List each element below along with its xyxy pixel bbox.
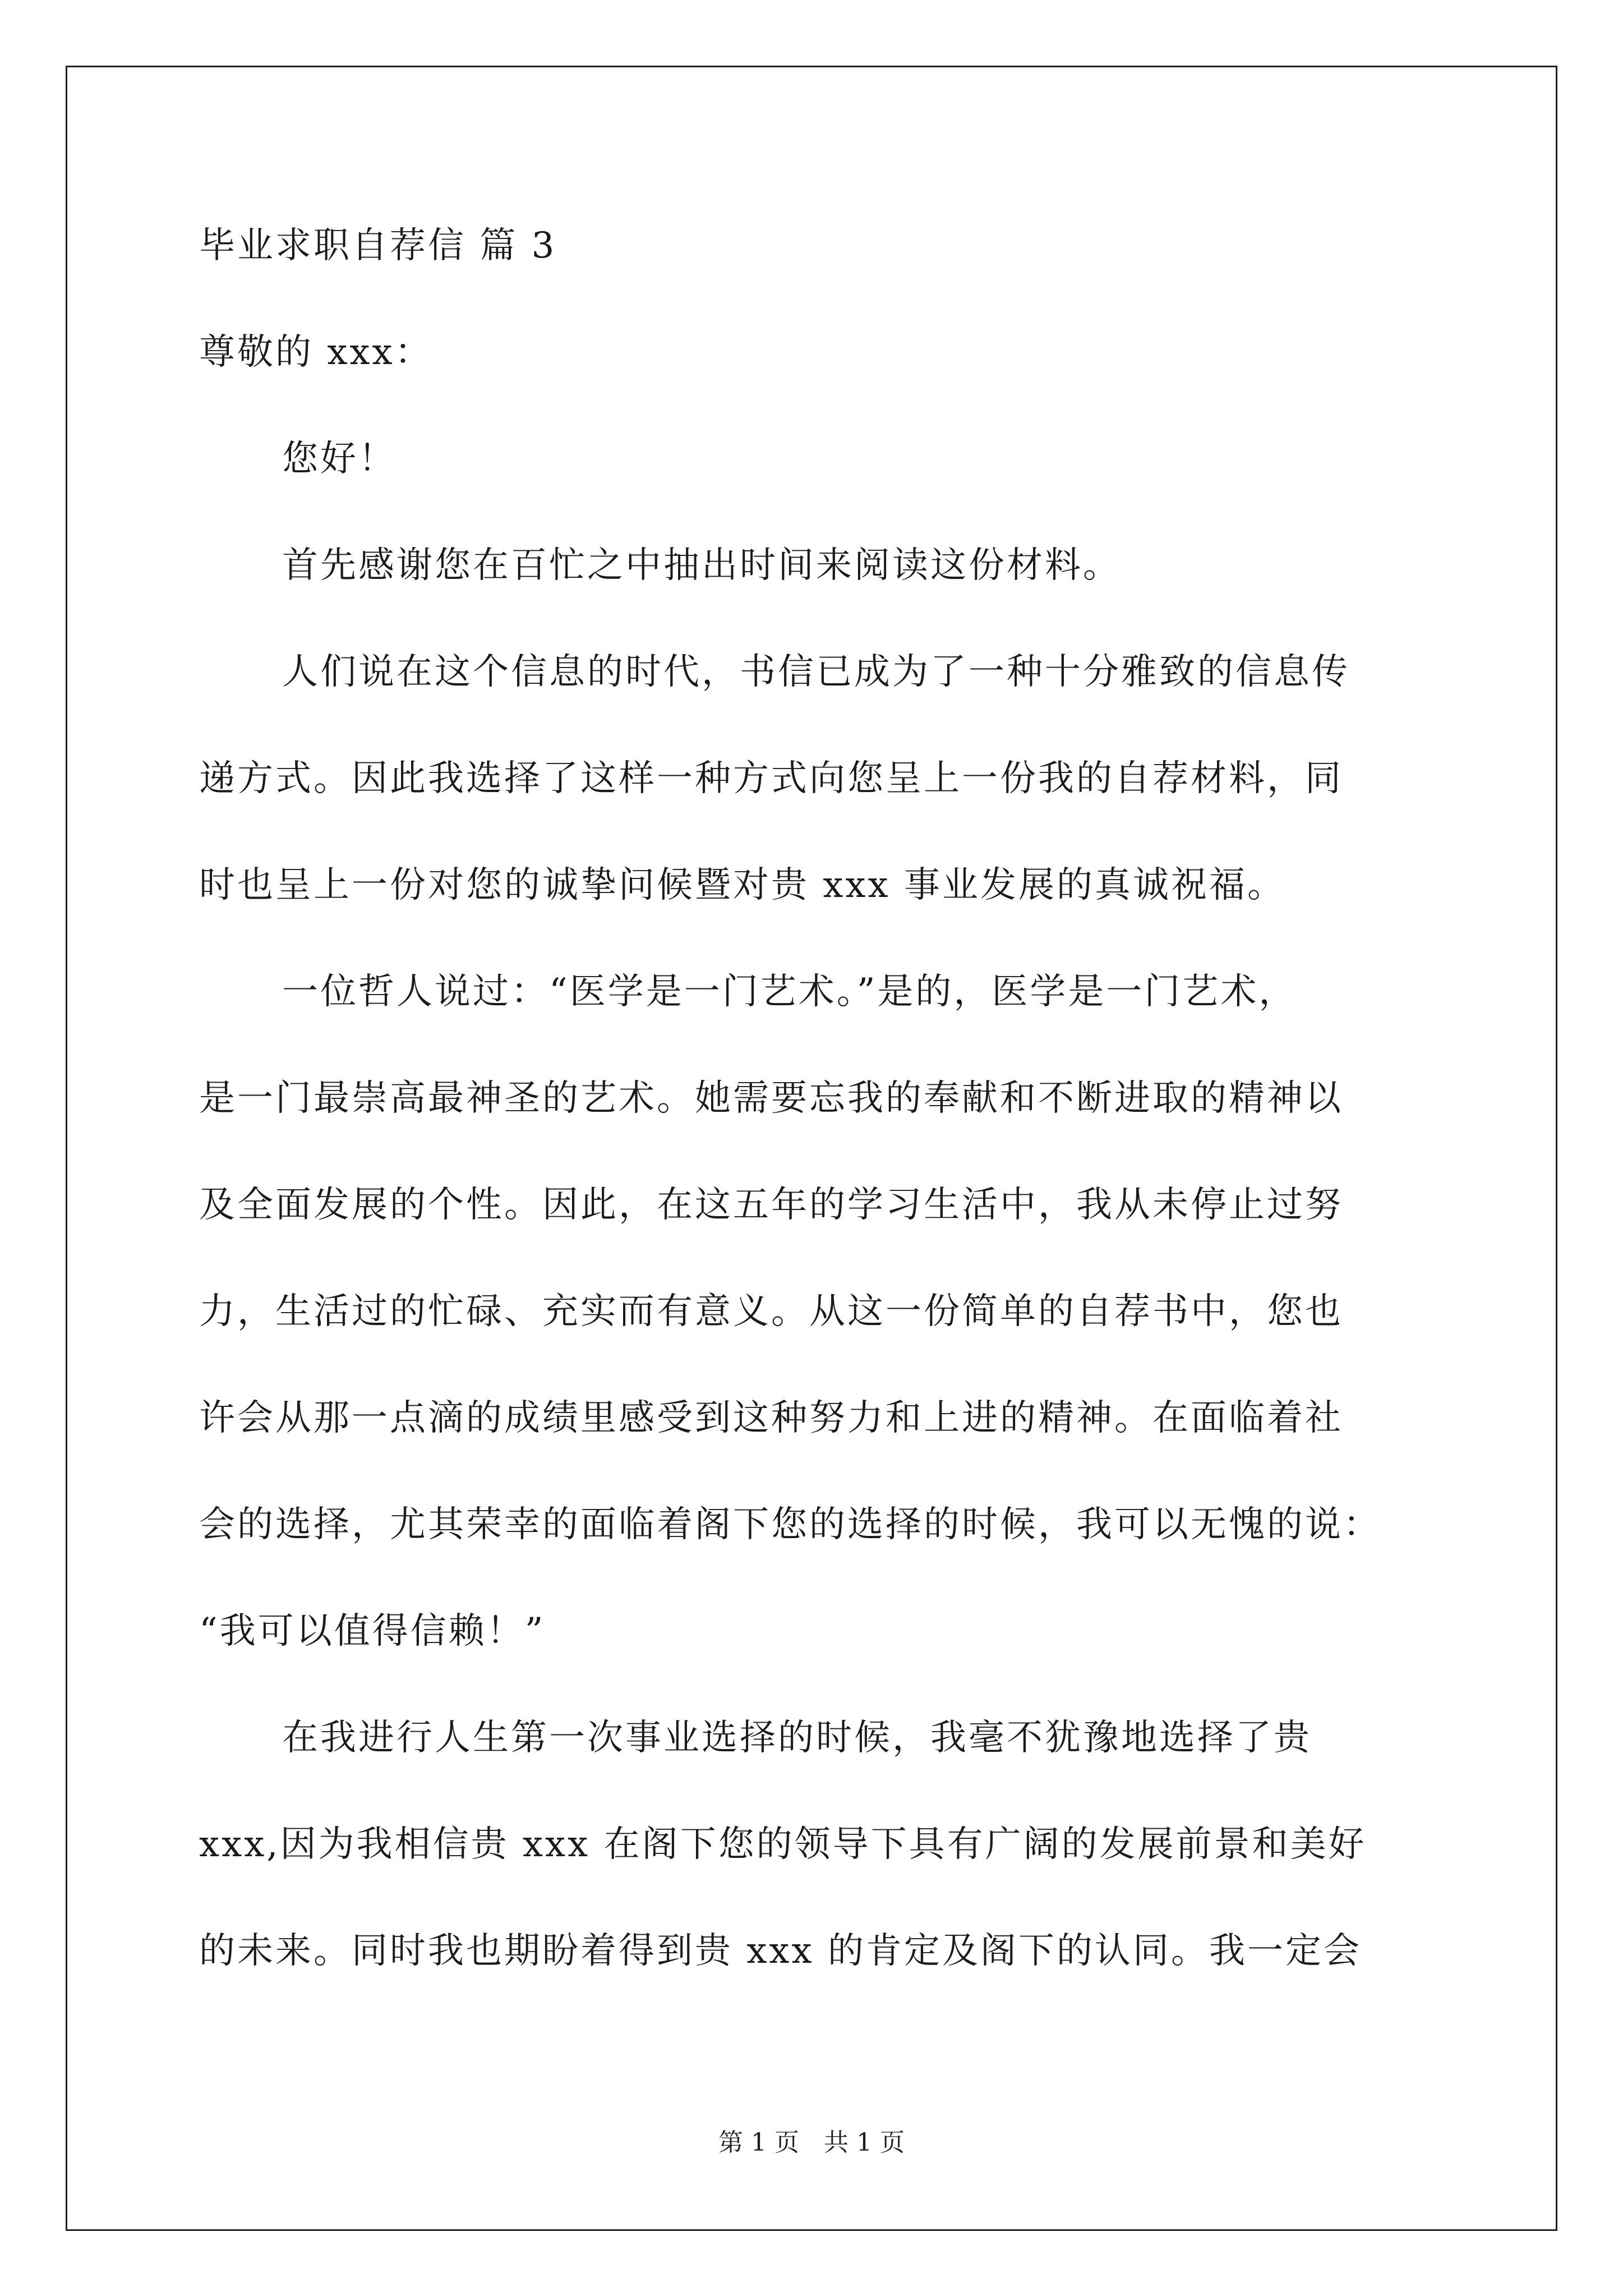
document-body (199, 219, 1433, 2031)
paragraph-line: 的未来。同时我也期盼着得到贵 xxx 的肯定及阁下的认同。我一定会 (199, 1930, 1362, 1972)
paragraph-line: 递方式。因此我选择了这样一种方式向您呈上一份我的自荐材料，同 (199, 758, 1343, 799)
paragraph-line: 力，生活过的忙碌、充实而有意义。从这一份简单的自荐书中，您也 (199, 1291, 1343, 1332)
paragraph-line: 及全面发展的个性。因此，在这五年的学习生活中，我从未停止过努 (199, 1184, 1343, 1226)
paragraph-line: 会的选择，尤其荣幸的面临着阁下您的选择的时候，我可以无愧的说： (199, 1504, 1381, 1545)
paragraph-line: 人们说在这个信息的时代，书信已成为了一种十分雅致的信息传 (282, 651, 1350, 693)
paragraph (199, 965, 1433, 1658)
paragraph-line: 是一门最崇高最神圣的艺术。她需要忘我的奉献和不断进取的精神以 (199, 1078, 1343, 1119)
paragraph (199, 1711, 1433, 1978)
paragraph-line: 在我进行人生第一次事业选择的时候，我毫不犹豫地选择了贵 (282, 1717, 1312, 1759)
paragraph-line: 时也呈上一份对您的诚挚问候暨对贵 xxx 事业发展的真诚祝福。 (199, 864, 1285, 906)
document-title: 毕业求职自荐信 篇 3 (199, 225, 557, 266)
paragraph (199, 539, 1433, 592)
paragraph-line: 首先感谢您在百忙之中抽出时间来阅读这份材料。 (282, 545, 1121, 586)
paragraph (199, 645, 1433, 912)
page-footer: 第 1 页 共 1 页 (718, 2128, 905, 2157)
paragraph-line: 许会从那一点滴的成绩里感受到这种努力和上进的精神。在面临着社 (199, 1397, 1343, 1439)
salutation: 尊敬的 xxx： (199, 332, 433, 373)
paragraph-line: “我可以值得信赖！” (199, 1611, 546, 1652)
paragraph-line: 一位哲人说过：“医学是一门艺术。”是的，医学是一门艺术， (282, 971, 1297, 1013)
paragraph-line: xxx,因为我相信贵 xxx 在阁下您的领导下具有广阔的发展前景和美好 (199, 1824, 1367, 1865)
greeting: 您好！ (282, 438, 396, 480)
